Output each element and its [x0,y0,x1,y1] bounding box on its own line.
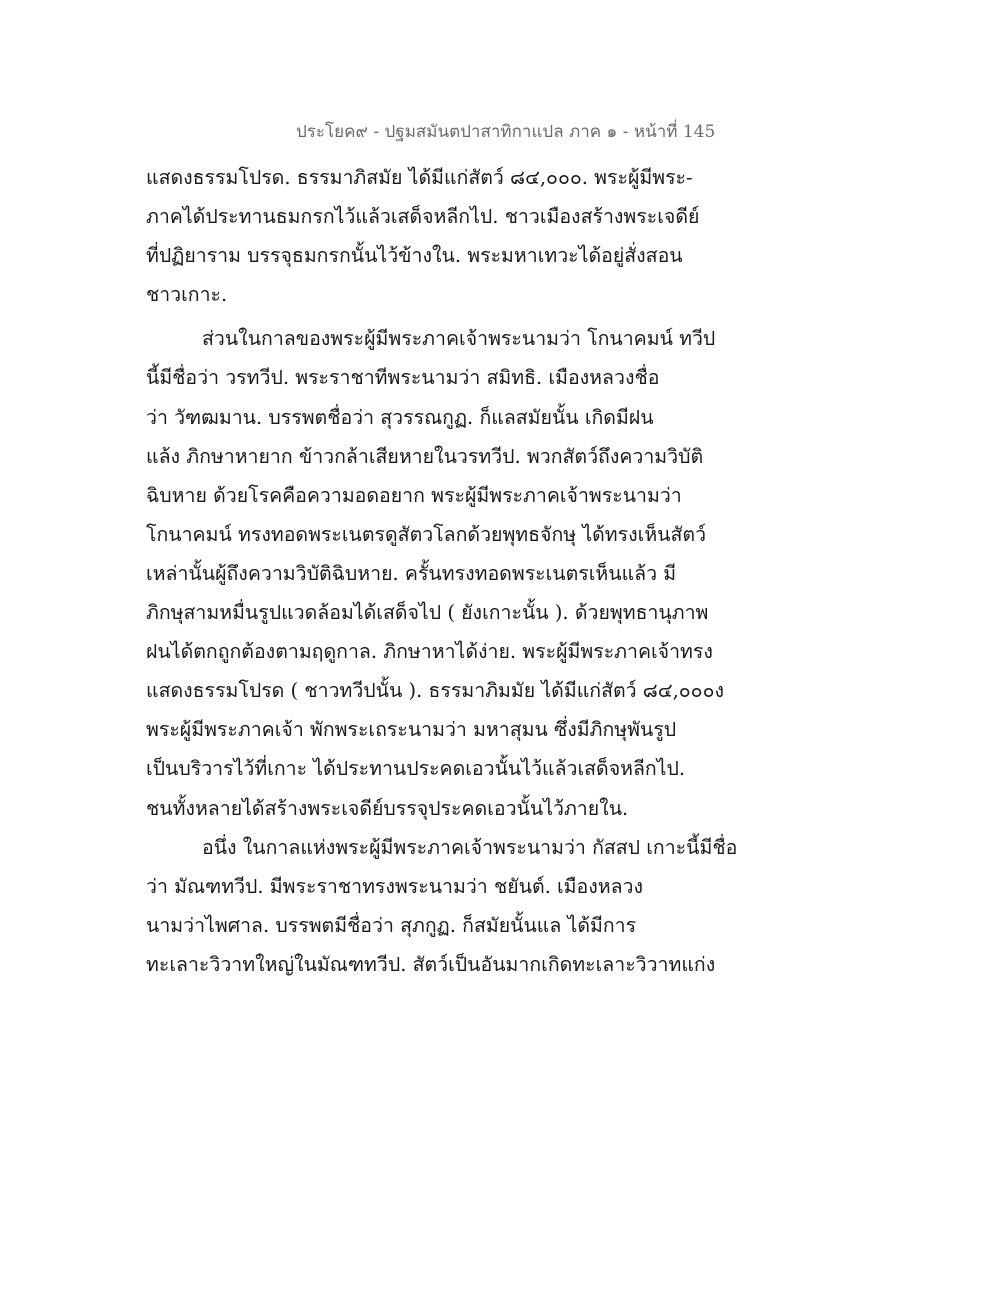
text-line: ภาคได้ประทานธมกรกไว้แล้วเสด็จหลีกไป. ชาวเมืองสร้างพระเจดีย์ [146,205,700,229]
text-line: ว่า มัณฑทวีป. มีพระราชาทรงพระนามว่า ชยันต์. เมืองหลวง [146,874,644,898]
text-line: ว่า วัฑฒมาน. บรรพตชื่อว่า สุวรรณกูฏ. ก็แลสมัยนั้น เกิดมีฝน [146,405,654,429]
text-line: โกนาคมน์ ทรงทอดพระเนตรดูสัตวโลกด้วยพุทธจักษุ ได้ทรงเห็นสัตว์ [146,522,707,546]
text-line: ชาวเกาะ. [146,283,228,307]
text-line: นี้มีชื่อว่า วรทวีป. พระราชาทีพระนามว่า สมิทธิ. เมืองหลวงชื่อ [146,366,660,390]
text-line: ที่ปฏิยาราม บรรจุธมกรกนั้นไว้ข้างใน. พระมหาเทวะได้อยู่สั่งสอน [146,244,683,268]
text-line: เป็นบริวารไว้ที่เกาะ ได้ประทานประคดเอวนั้นไว้แล้วเสด็จหลีกไป. [146,757,686,781]
text-line: นามว่าไพศาล. บรรพตมีชื่อว่า สุภกูฏ. ก็สมัยนั้นแล ได้มีการ [146,913,637,937]
text-line: แล้ง ภิกษาหายาก ข้าวกล้าเสียหายในวรทวีป. พวกสัตว์ถึงความวิบัติ [146,444,704,468]
text-line: ภิกษุสามหมื่นรูปแวดล้อมได้เสด็จไป ( ยังเกาะนั้น ). ด้วยพุทธานุภาพ [146,601,709,625]
text-line: ฝนได้ตกถูกต้องตามฤดูกาล. ภิกษาหาได้ง่าย. พระผู้มีพระภาคเจ้าทรง [146,640,713,664]
text-line: แสดงธรรมโปรด. ธรรมาภิสมัย ได้มีแก่สัตว์ ๘๔,๐๐๐. พระผู้มีพระ- [146,166,693,189]
text-line: ทะเลาะวิวาทใหญ่ในมัณฑทวีป. สัตว์เป็นอันมากเกิดทะเลาะวิวาทแก่ง [146,952,716,976]
text-line: พระผู้มีพระภาคเจ้า พักพระเถระนามว่า มหาสุมน ซึ่งมีภิกษุพันรูป [146,718,677,742]
text-line: ชนทั้งหลายได้สร้างพระเจดีย์บรรจุประคดเอวนั้นไว้ภายใน. [146,796,629,820]
text-line: ส่วนในกาลของพระผู้มีพระภาคเจ้าพระนามว่า โกนาคมน์ ทวีป [202,327,716,351]
body-text [146,158,746,984]
text-line: ฉิบหาย ด้วยโรคคือความอดอยาก พระผู้มีพระภาคเจ้าพระนามว่า [146,483,682,507]
running-header: ประโยค๙ - ปฐมสมันตปาสาทิกาแปล ภาค ๑ - หน้าที่ 145 [296,122,716,142]
text-line: อนึ่ง ในกาลแห่งพระผู้มีพระภาคเจ้าพระนามว่า กัสสป เกาะนี้มีชื่อ [202,835,738,859]
text-line: แสดงธรรมโปรด ( ชาวทวีปนั้น ). ธรรมาภิมมัย ได้มีแก่สัตว์ ๘๔,๐๐๐ง [146,679,725,703]
text-line: เหล่านั้นผู้ถึงความวิบัติฉิบหาย. ครั้นทรงทอดพระเนตรเห็นแล้ว มี [146,561,677,585]
